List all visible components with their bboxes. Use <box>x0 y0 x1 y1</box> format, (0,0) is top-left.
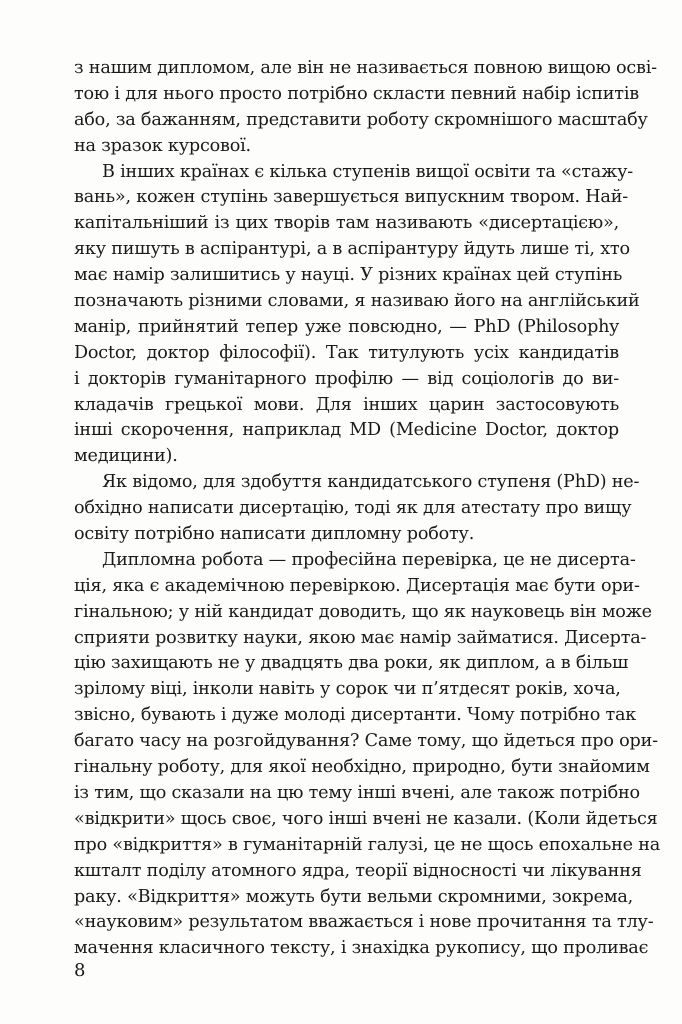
text-line: яку пишуть в аспірантурі, а в аспірантуру йдуть лише ті, хто <box>74 239 630 260</box>
text-line: на зразок курсової. <box>74 135 251 156</box>
text-line: інші скорочення, наприклад MD (Medicine Doctor, доктор <box>74 420 619 441</box>
text-line: мачення класичного тексту, і знахідка рукопису, що проливає <box>74 938 649 959</box>
text-line: зрілому віці, інколи навіть у сорок чи п’ятдесят років, хоча, <box>74 679 621 700</box>
text-line: сприяти розвитку науки, якою має намір займатися. Дисерта- <box>74 627 647 648</box>
text-line: «відкрити» щось своє, чого інші вчені не казали. (Коли йдеться <box>74 808 658 829</box>
text-line: цію захищають не у двадцять два роки, як диплом, а в більш <box>74 653 629 674</box>
text-line: медицини). <box>74 446 178 467</box>
text-line: про «відкриття» в гуманітарній галузі, це не щось епохальне на <box>74 834 661 855</box>
text-line: із тим, що сказали на цю тему інші вчені, але також потрібно <box>74 782 640 803</box>
text-line: манір, прийнятий тепер уже повсюдно, — PhD (Philosophy <box>74 316 619 337</box>
text-line: раку. «Відкриття» можуть бути вельми скромними, зокрема, <box>74 886 633 907</box>
text-line: обхідно написати дисертацію, тоді як для атестату про вищу <box>74 498 632 519</box>
text-line: або, за бажанням, представити роботу скромнішого масштабу <box>74 109 648 130</box>
text-line: має намір залишитись у науці. У різних країнах цей ступінь <box>74 265 623 286</box>
text-line: Doctor, доктор філософії). Так титулують усіх кандидатів <box>74 342 619 363</box>
text-line: гінальною; у ній кандидат доводить, що як науковець він може <box>74 601 652 622</box>
text-line: позначають різними словами, я називаю його на англійський <box>74 291 640 312</box>
body-text <box>74 56 661 962</box>
text-line: «науковим» результатом вважається і нове прочитання та тлу- <box>74 912 654 933</box>
text-line: і докторів гуманітарного профілю — від соціологів до ви- <box>74 368 619 389</box>
text-line: звісно, бувають і дуже молоді дисертанти. Чому потрібно так <box>74 705 637 726</box>
text-line: багато часу на розгойдування? Саме тому, що йдеться про ори- <box>74 731 658 752</box>
text-line: вань», кожен ступінь завершується випускним твором. Най- <box>74 187 628 208</box>
text-line: кшталт поділу атомного ядра, теорії відносності чи лікування <box>74 860 642 881</box>
text-line: Дипломна робота — професійна перевірка, це не дисерта- <box>102 549 636 570</box>
text-line: кладачів грецької мови. Для інших царин застосовують <box>74 394 619 415</box>
page-number: 8 <box>74 960 86 981</box>
text-line: тою і для нього просто потрібно скласти певний набір іспитів <box>74 83 639 104</box>
text-line: Як відомо, для здобуття кандидатського ступеня (PhD) не- <box>102 472 640 493</box>
text-line: капітальніший із цих творів там називають «дисертацією», <box>74 213 619 234</box>
text-line: В інших країнах є кілька ступенів вищої освіти та «стажу- <box>102 161 633 182</box>
text-line: гінальну роботу, для якої необхідно, природно, бути знайомим <box>74 757 650 778</box>
text-line: з нашим дипломом, але він не називається повною вищою осві- <box>74 58 657 78</box>
text-line: освіту потрібно написати дипломну роботу. <box>74 524 475 545</box>
text-line: ція, яка є академічною перевіркою. Дисертація має бути ори- <box>74 575 640 596</box>
